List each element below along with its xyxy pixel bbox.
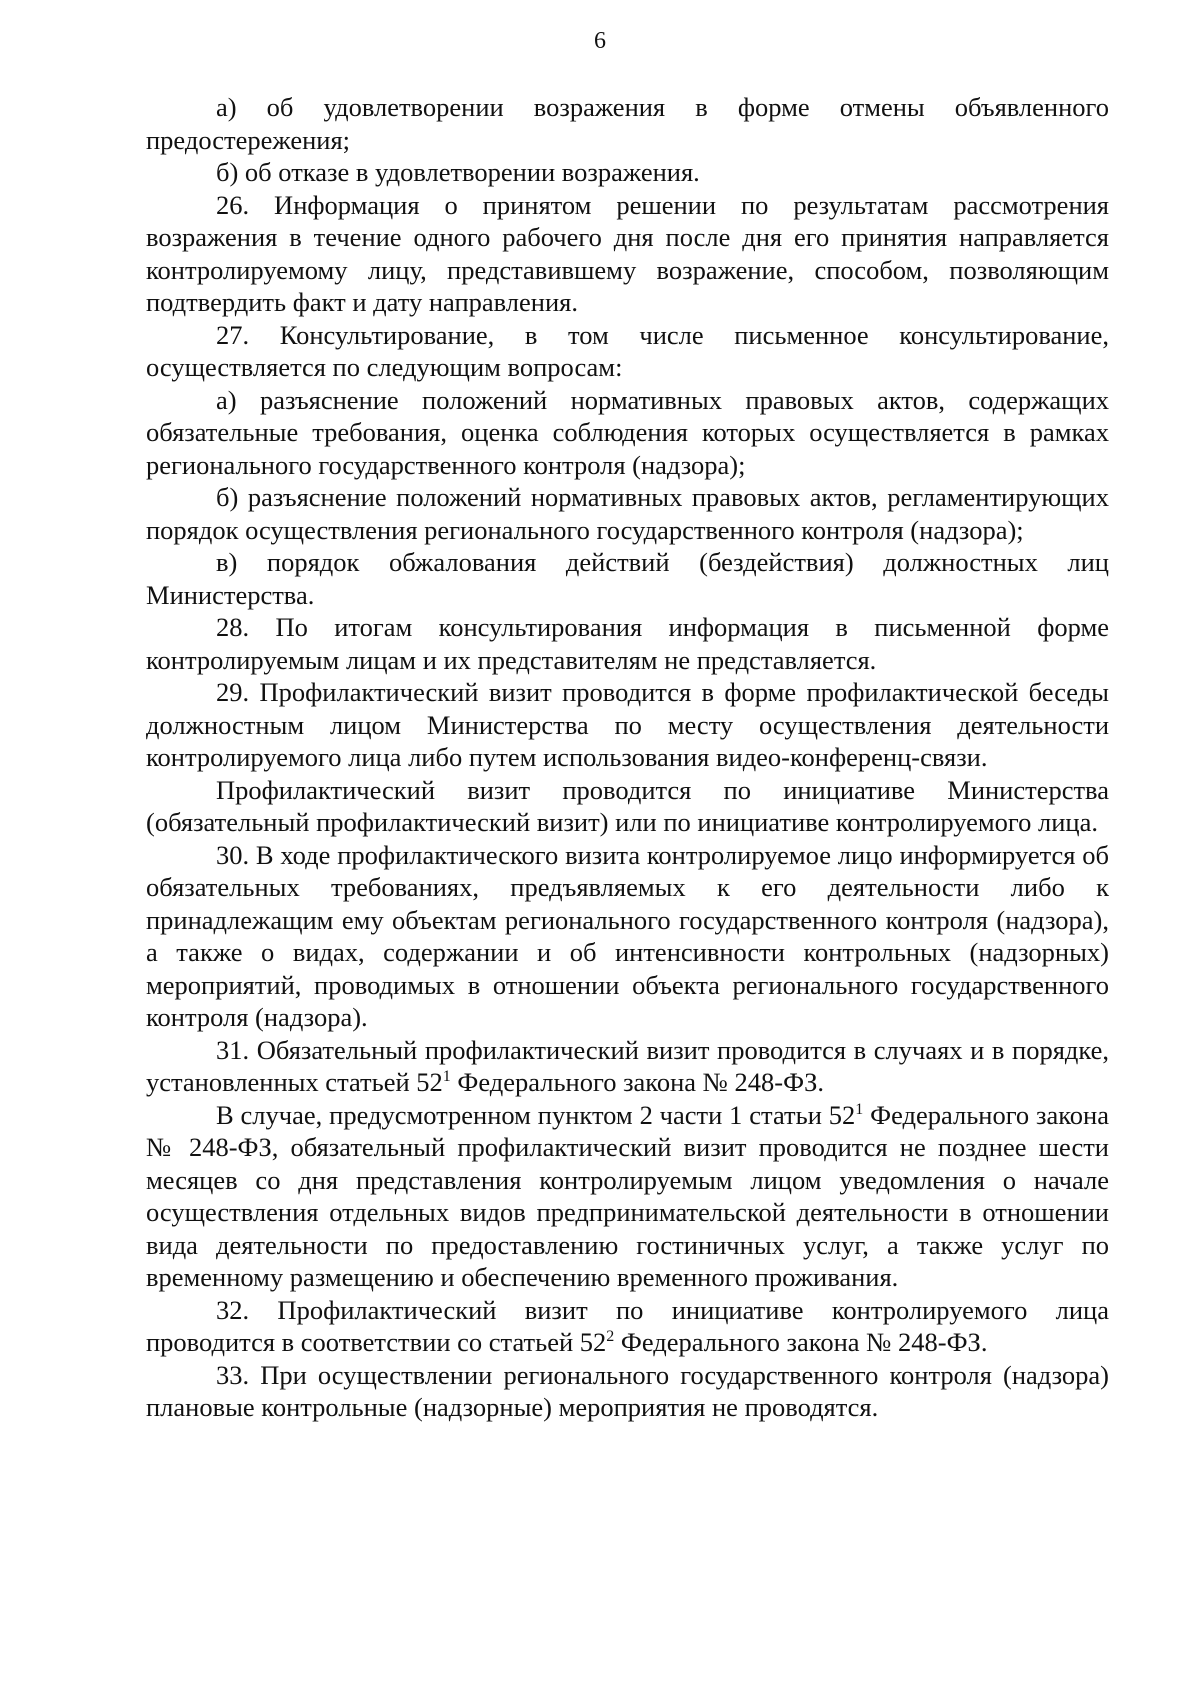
superscript: 2 — [606, 1328, 615, 1345]
paragraph-31-text: 31. Обязательный профилактический визит проводится в случаях и в порядке, установленных статьей 52 — [146, 1034, 1109, 1097]
paragraph-30: 30. В ходе профилактического визита контролируемое лицо информируется об обязательных требованиях, предъявляемых к его деятельности либо к принадлежащим ему объектам регионального государственного контроля (надзора), а также о видах, содержании и об интенсивности контрольных (надзорных) мероприятий, проводимых в отношении объекта регионального государственного контроля (надзора). — [146, 839, 1109, 1032]
page-number: 6 — [594, 28, 606, 54]
paragraph-31 — [146, 1034, 1109, 1099]
paragraph-32-text-end: Федерального закона № 248-ФЗ. — [614, 1327, 988, 1357]
paragraph-28: 28. По итогам консультирования информация в письменной форме контролируемым лицам и их представителям не представляется. — [146, 612, 1109, 675]
paragraph-26: 26. Информация о принятом решении по результатам рассмотрения возражения в течение одного рабочего дня после дня его принятия направляется контролируемому лицу, представившему возражение, способом, позволяющим подтвердить факт и дату направления. — [146, 189, 1109, 317]
paragraph-27b: б) разъяснение положений нормативных правовых актов, регламентирующих порядок осуществления регионального государственного контроля (надзора); — [146, 482, 1109, 545]
paragraph-32-text: 32. Профилактический визит по инициативе контролируемого лица проводится в соответствии со статьей 52 — [146, 1294, 1109, 1357]
paragraph-27c: в) порядок обжалования действий (бездействия) должностных лиц Министерства. — [146, 547, 1109, 610]
paragraph-33: 33. При осуществлении регионального государственного контроля (надзора) плановые контрольные (надзорные) мероприятия не проводятся. — [146, 1359, 1109, 1422]
paragraph-32 — [146, 1294, 1109, 1359]
paragraph-31-cont — [146, 1099, 1109, 1294]
paragraph-31-cont-text: В случае, предусмотренном пунктом 2 части 1 статьи 52 — [216, 1099, 856, 1130]
paragraph-25b: б) об отказе в удовлетворении возражения. — [216, 157, 700, 187]
paragraph-27a: а) разъяснение положений нормативных правовых актов, содержащих обязательные требования, оценка соблюдения которых осуществляется в рамках регионального государственного контроля (надзора); — [146, 384, 1109, 480]
superscript: 1 — [855, 1100, 864, 1118]
paragraph-31-text-end: Федерального закона № 248-ФЗ. — [450, 1067, 824, 1097]
paragraph-31-cont-text-end: Федерального закона № 248-ФЗ, обязательный профилактический визит проводится не позднее шести месяцев со дня представления контролируемым лицом уведомления о начале осуществления отдельных видов предпринимательской деятельности в отношении вида деятельности по предоставлению гостиничных услуг, а также услуг по временному размещению и обеспечению временного проживания. — [146, 1099, 1110, 1292]
superscript: 1 — [442, 1068, 451, 1085]
paragraph-29-cont: Профилактический визит проводится по инициативе Министерства (обязательный профилактический визит) или по инициативе контролируемого лица. — [146, 774, 1109, 837]
paragraph-25a: а) об удовлетворении возражения в форме отмены объявленного предостережения; — [146, 92, 1109, 155]
paragraph-29: 29. Профилактический визит проводится в форме профилактической беседы должностным лицом Министерства по месту осуществления деятельности контролируемого лица либо путем использования видео-конференц-связи. — [146, 677, 1109, 772]
document-body — [146, 91, 1109, 1424]
paragraph-27: 27. Консультирование, в том числе письменное консультирование, осуществляется по следующим вопросам: — [146, 319, 1109, 382]
